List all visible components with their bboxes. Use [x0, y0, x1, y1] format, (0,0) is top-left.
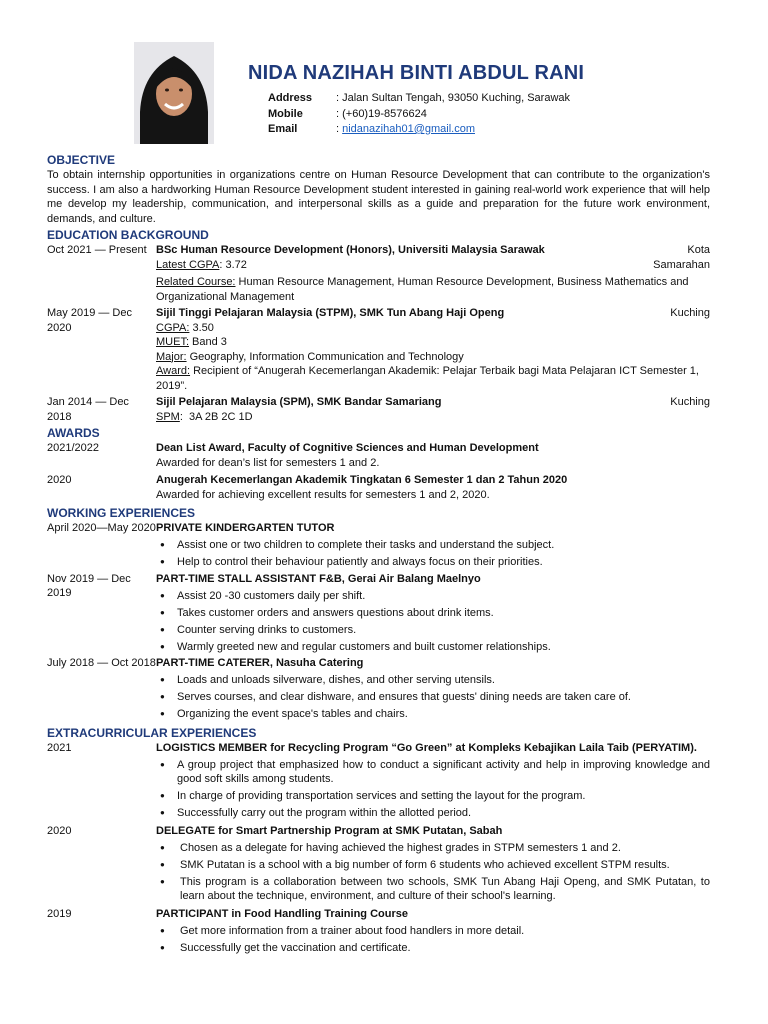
entry-title: Sijil Tinggi Pelajaran Malaysia (STPM), SMK Tun Abang Haji Openg	[156, 307, 505, 319]
entry-date: 2021	[47, 741, 72, 754]
bullet-item: ● Chosen as a delegate for having achieved the highest grades in STPM semesters 1 and 2.	[156, 841, 710, 856]
entry-description: Awarded for dean’s list for semesters 1 and 2.	[156, 456, 380, 469]
bullet-item: ● SMK Putatan is a school with a big number of form 6 students who achieved excellent STPM results.	[156, 858, 710, 873]
muet-value: Band 3	[189, 336, 227, 348]
course-value: Human Resource Management, Human Resource Development, Business Mathematics and Organizational Management	[156, 276, 689, 303]
bullet-item: ● Get more information from a trainer about food handlers in more detail.	[156, 924, 710, 939]
extracurricular-entry	[47, 741, 710, 821]
email-link[interactable]: nidanazihah01@gmail.com	[342, 123, 475, 135]
entry-date: July 2018 — Oct 2018	[47, 657, 156, 669]
work-entry	[47, 521, 710, 570]
cgpa-value: : 3.72	[219, 258, 247, 271]
entry-title: DELEGATE for Smart Partnership Program at SMK Putatan, Sabah	[156, 824, 503, 837]
entry-title: PART-TIME CATERER, Nasuha Catering	[156, 657, 364, 669]
bullet-item: ● Assist 20 -30 customers daily per shift.	[156, 589, 710, 604]
contact-block	[268, 91, 570, 138]
bullet-item: ● Takes customer orders and answers questions about drink items.	[156, 606, 710, 621]
education-heading: EDUCATION BACKGROUND	[47, 228, 209, 242]
bullet-list	[156, 758, 710, 821]
bullet-item: ● Successfully carry out the program within the allotted period.	[156, 806, 710, 821]
entry-title: Sijil Pelajaran Malaysia (SPM), SMK Bandar Samariang	[156, 396, 442, 408]
major-value: Geography, Information Communication and Technology	[186, 350, 464, 363]
entry-title: Dean List Award, Faculty of Cognitive Sciences and Human Development	[156, 442, 539, 454]
work-entry	[47, 656, 710, 722]
major-label: Major:	[156, 350, 187, 363]
address-row	[268, 91, 570, 107]
bullet-list	[156, 538, 710, 570]
muet-label: MUET:	[156, 336, 189, 348]
entry-date: Oct 2021 — Present	[47, 244, 147, 256]
work-entry	[47, 572, 710, 655]
entry-date: 2020	[47, 474, 72, 486]
work-heading: WORKING EXPERIENCES	[47, 506, 196, 520]
entry-location: Kota Samarahan	[653, 244, 710, 271]
cgpa-value: 3.50	[189, 321, 214, 334]
mobile-label: Mobile	[268, 107, 303, 120]
entry-description: Awarded for achieving excellent results for semesters 1 and 2, 2020.	[156, 488, 490, 501]
bullet-list	[156, 841, 710, 904]
extracurricular-entry	[47, 907, 710, 956]
objective-text: To obtain internship opportunities in organizations centre on Human Resource Development that can contribute to the organization's success. I am also a hardworking Human Resource Development student interested in gaining real-world work experience that will help me develop my leadership, communication, and interpersonal skills as a guide and preparation for the future work environment, demands, and culture.	[47, 169, 710, 225]
bullet-list	[156, 673, 710, 722]
award-entry	[47, 473, 710, 502]
email-label: Email	[268, 123, 298, 135]
resume-content	[47, 152, 710, 955]
entry-date: 2019	[47, 907, 72, 920]
education-entry	[47, 306, 710, 393]
bullet-item: ● Serves courses, and clear dishware, and ensures that guests' dining needs are taken care of.	[156, 690, 710, 705]
bullet-item: ● Counter serving drinks to customers.	[156, 623, 710, 638]
entry-title: PRIVATE KINDERGARTEN TUTOR	[156, 522, 335, 534]
bullet-list	[156, 589, 710, 655]
education-entry	[47, 395, 710, 424]
spm-value: : 3A 2B 2C 1D	[179, 410, 253, 423]
entry-date: 2020	[47, 824, 72, 837]
awards-heading: AWARDS	[47, 426, 100, 440]
email-prefix: :	[336, 123, 343, 135]
bullet-list	[156, 924, 710, 956]
entry-title: LOGISTICS MEMBER for Recycling Program “Go Green” at Kompleks Kebajikan Laila Taib (PERYATIM).	[156, 741, 697, 754]
entry-title: Anugerah Kecemerlangan Akademik Tingkatan 6 Semester 1 dan 2 Tahun 2020	[156, 474, 568, 486]
bullet-item: ● A group project that emphasized how to conduct a significant activity and help in improving knowledge and good soft skills among students.	[156, 758, 710, 787]
bullet-item: ● Loads and unloads silverware, dishes, and other serving utensils.	[156, 673, 710, 688]
entry-location: Kuching	[670, 307, 710, 319]
entry-date: 2021/2022	[47, 442, 99, 454]
spm-label: SPM	[156, 410, 180, 423]
entry-date: Jan 2014 — Dec 2018	[47, 396, 129, 423]
objective-heading: OBJECTIVE	[47, 153, 116, 167]
entry-date: May 2019 — Dec 2020	[47, 307, 132, 334]
entry-title: PARTICIPANT in Food Handling Training Course	[156, 907, 408, 920]
bullet-item: ● Help to control their behaviour patiently and always focus on their priorities.	[156, 555, 710, 570]
profile-photo	[134, 42, 214, 144]
extracurricular-heading: EXTRACURRICULAR EXPERIENCES	[47, 725, 257, 740]
profile-photo-image	[134, 42, 214, 144]
award-value: Recipient of “Anugerah Kecemerlangan Akademik: Pelajar Terbaik bagi Mata Pelajaran ICT Semester 1, 2019”.	[156, 365, 699, 392]
bullet-item: ● Organizing the event space's tables and chairs.	[156, 707, 710, 722]
email-row	[268, 122, 570, 138]
entry-date: Nov 2019 — Dec 2019	[47, 572, 131, 599]
bullet-item: ● Successfully get the vaccination and certificate.	[156, 941, 710, 956]
bullet-item: ● This program is a collaboration between two schools, SMK Tun Abang Haji Openg, and SMK Putatan, to learn about the technique, environment, and culture of their school's learning.	[156, 875, 710, 904]
mobile-value: : (+60)19-8576624	[336, 107, 427, 120]
bullet-item: ● Warmly greeted new and regular customers and built customer relationships.	[156, 640, 710, 655]
cgpa-label: Latest CGPA	[156, 258, 220, 271]
education-entry	[47, 243, 710, 304]
course-label: Related Course:	[156, 276, 236, 288]
address-label: Address	[268, 92, 313, 104]
entry-date: April 2020—May 2020	[47, 522, 156, 534]
address-value: : Jalan Sultan Tengah, 93050 Kuching, Sarawak	[336, 92, 571, 104]
entry-title: PART-TIME STALL ASSISTANT F&B, Gerai Air Balang Maelnyo	[156, 572, 481, 585]
candidate-name: NIDA NAZIHAH BINTI ABDUL RANI	[248, 62, 585, 84]
entry-title: BSc Human Resource Development (Honors), Universiti Malaysia Sarawak	[156, 244, 545, 256]
mobile-row	[268, 107, 570, 123]
award-label: Award:	[156, 365, 191, 377]
cgpa-label: CGPA:	[156, 321, 190, 334]
extracurricular-entry	[47, 824, 710, 904]
award-entry	[47, 441, 710, 470]
bullet-item: ● In charge of providing transportation services and setting the layout for the program.	[156, 789, 710, 804]
bullet-item: ● Assist one or two children to complete their tasks and understand the subject.	[156, 538, 710, 553]
entry-location: Kuching	[670, 396, 710, 408]
